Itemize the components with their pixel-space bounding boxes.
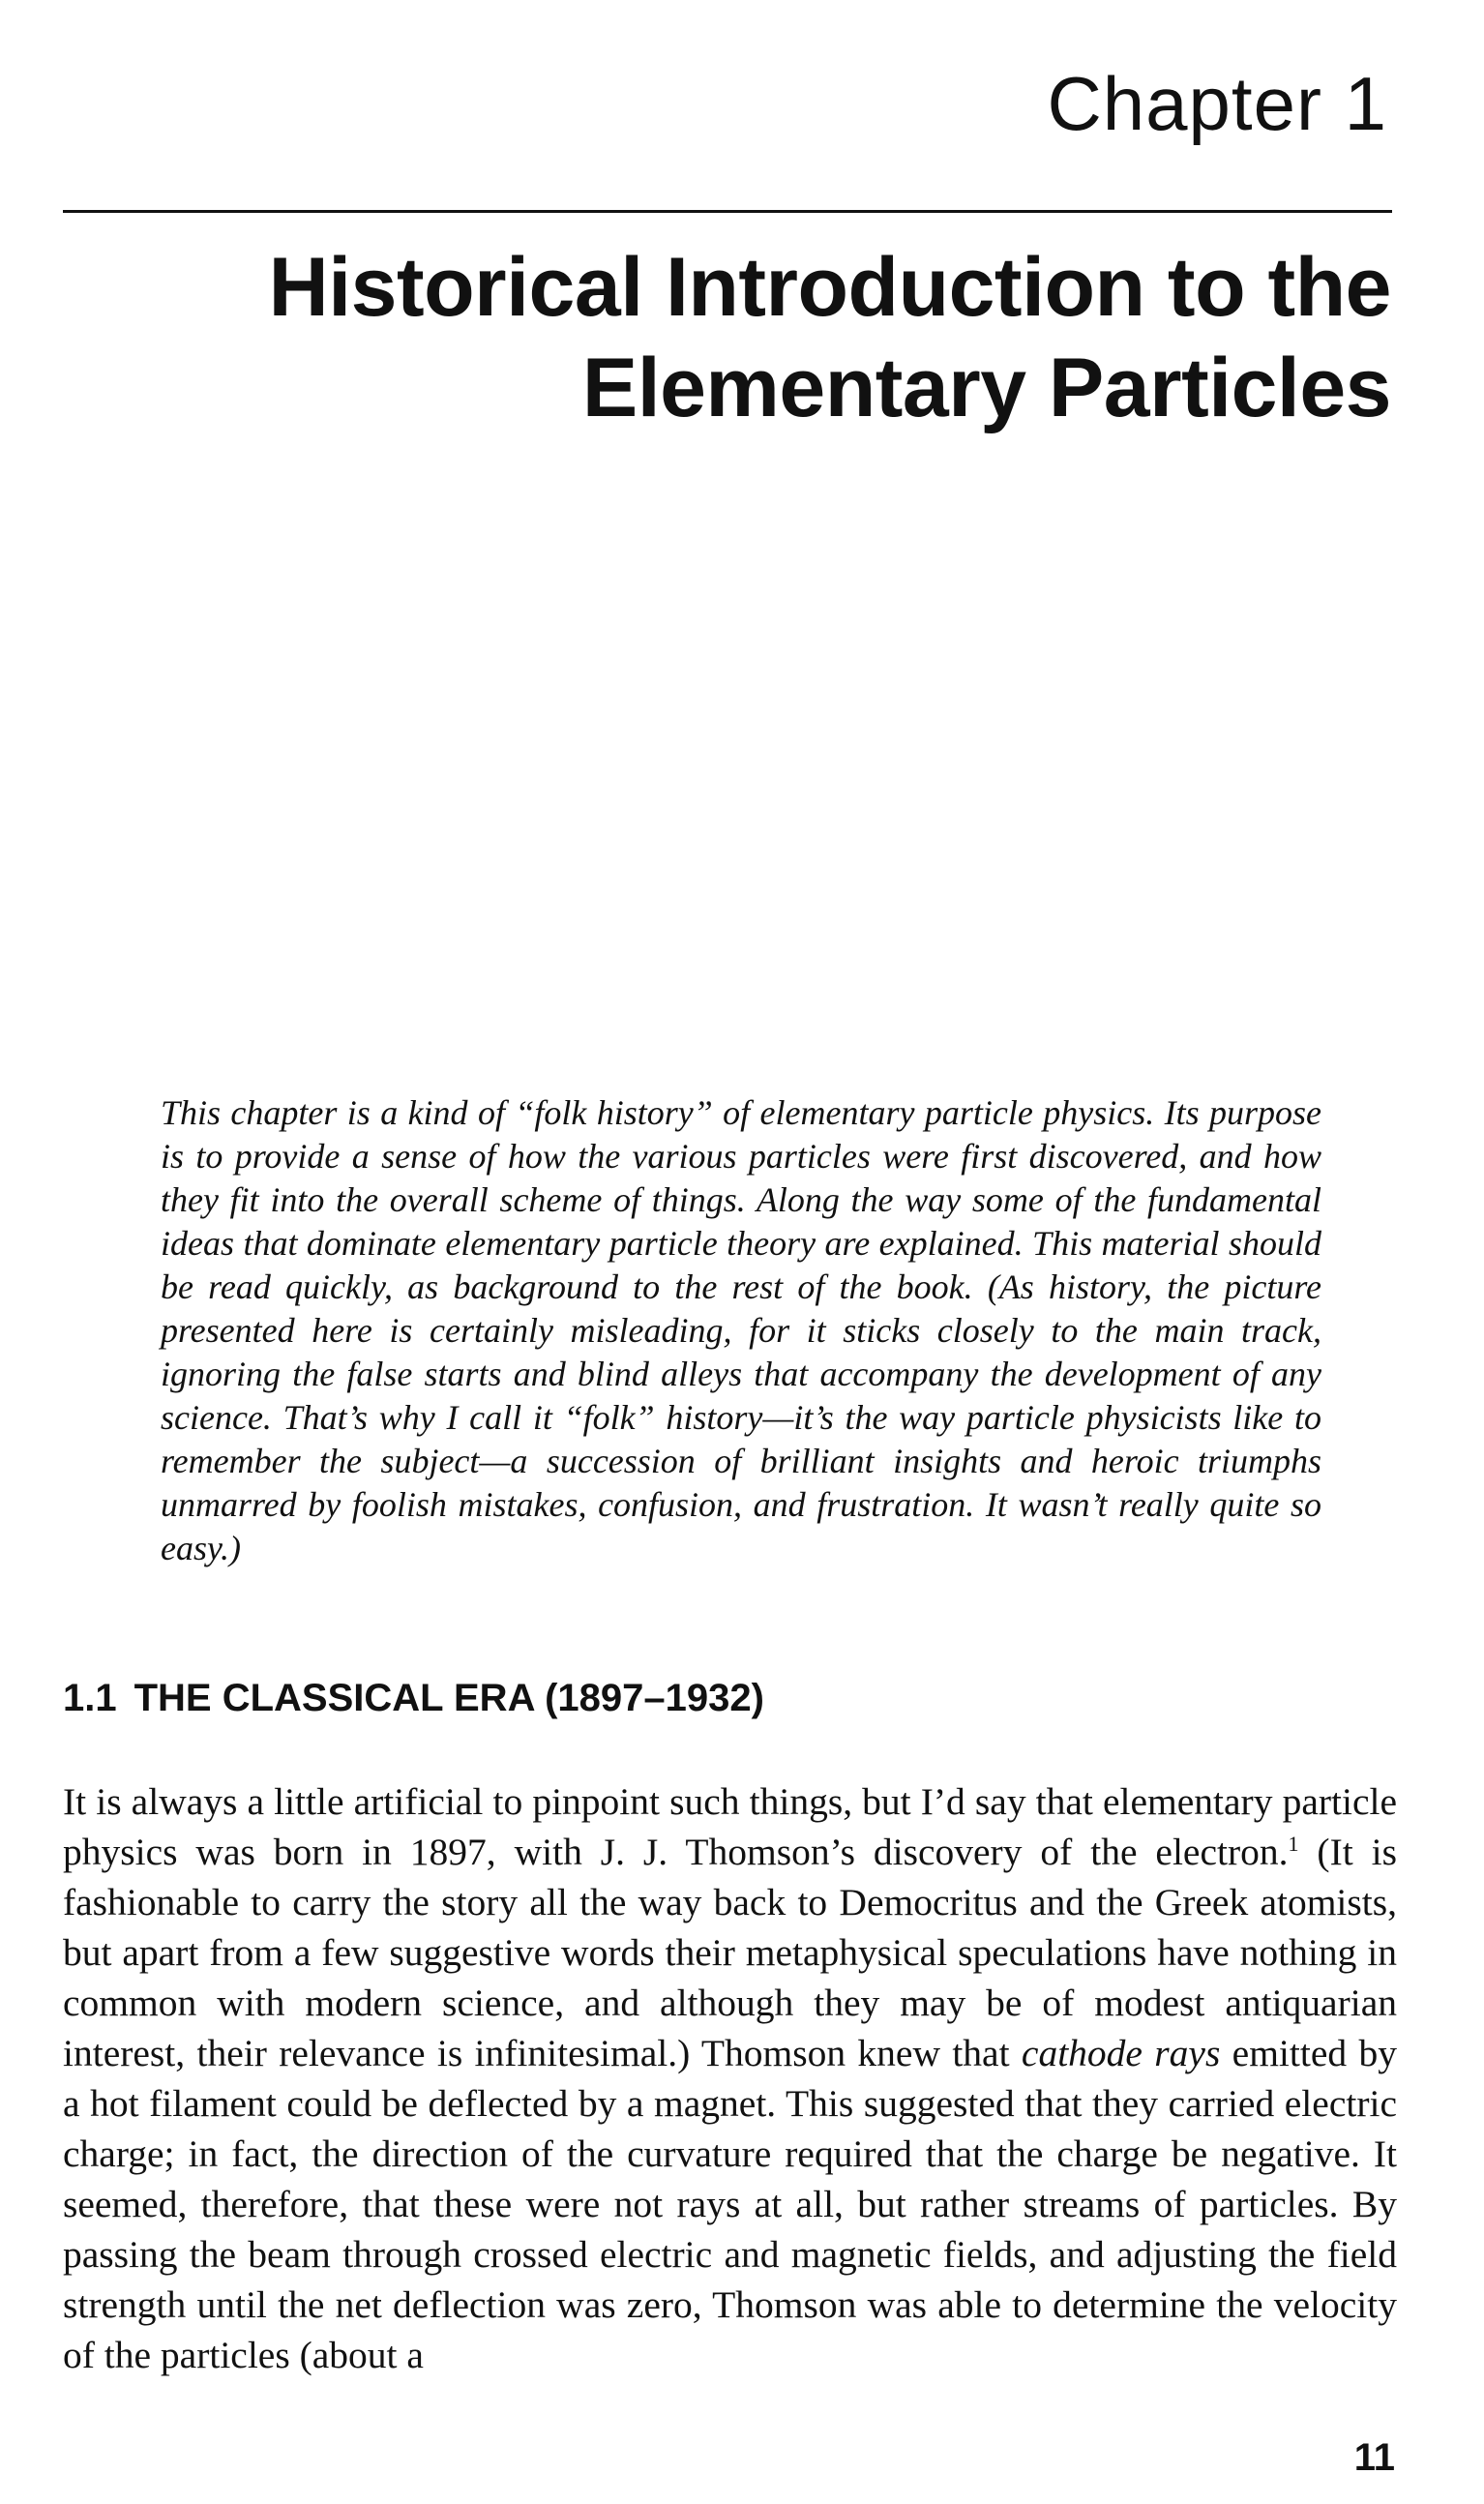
- body-paragraph: [63, 1776, 1397, 2380]
- chapter-title: [269, 237, 1391, 438]
- chapter-rule: [63, 210, 1392, 213]
- section-heading: [63, 1674, 764, 1722]
- body-text-part-3: emitted by a hot filament could be deflected by a magnet. This suggested that they carried electric charge; in fact, the direction of the curvature required that the charge be negative. It seemed, therefore, that these were not rays at all, but rather streams of particles. By passing the beam through crossed electric and magnetic fields, and adjusting the field strength until the net deflection was zero, Thomson was able to determine the velocity of the particles (about a: [63, 2032, 1397, 2376]
- chapter-title-line-2: Elementary Particles: [581, 342, 1391, 434]
- chapter-abstract: This chapter is a kind of “folk history” of elementary particle physics. Its purpose is to provide a sense of how the various particles were first discovered, and how they fit into the overall scheme of things. Along the way some of the fundamental ideas that dominate elementary particle theory are explained. This material should be read quickly, as background to the rest of the book. (As history, the picture presented here is certainly misleading, for it sticks closely to the main track, ignoring the false starts and blind alleys that accompany the development of any science. That’s why I call it “folk” history—it’s the way particle physicists like to remember the subject—a succession of brilliant insights and heroic triumphs unmarred by foolish mistakes, confusion, and frustration. It wasn’t really quite so easy.): [161, 1093, 1321, 1567]
- chapter-title-line-1: Historical Introduction to the: [268, 241, 1391, 334]
- chapter-label: Chapter 1: [1047, 61, 1387, 146]
- section-number: 1.1: [63, 1677, 117, 1719]
- body-text-part-2: (It is fashionable to carry the story all the way back to Democritus and the Greek atomists, but apart from a few suggestive words their metaphysical speculations have nothing in common with modern science, and although they may be of modest antiquarian interest, their relevance is infinitesimal.) Thomson knew that: [63, 1831, 1397, 2074]
- body-text-part-1: It is always a little artificial to pinpoint such things, but I’d say that elementary particle physics was born in 1897, with J. J. Thomson’s discovery of the electron.: [63, 1780, 1397, 1873]
- page-number: 11: [1353, 2436, 1395, 2479]
- section-title: THE CLASSICAL ERA (1897–1932): [134, 1677, 764, 1719]
- emphasis-term: cathode rays: [1021, 2032, 1221, 2074]
- footnote-ref[interactable]: 1: [1288, 1831, 1299, 1856]
